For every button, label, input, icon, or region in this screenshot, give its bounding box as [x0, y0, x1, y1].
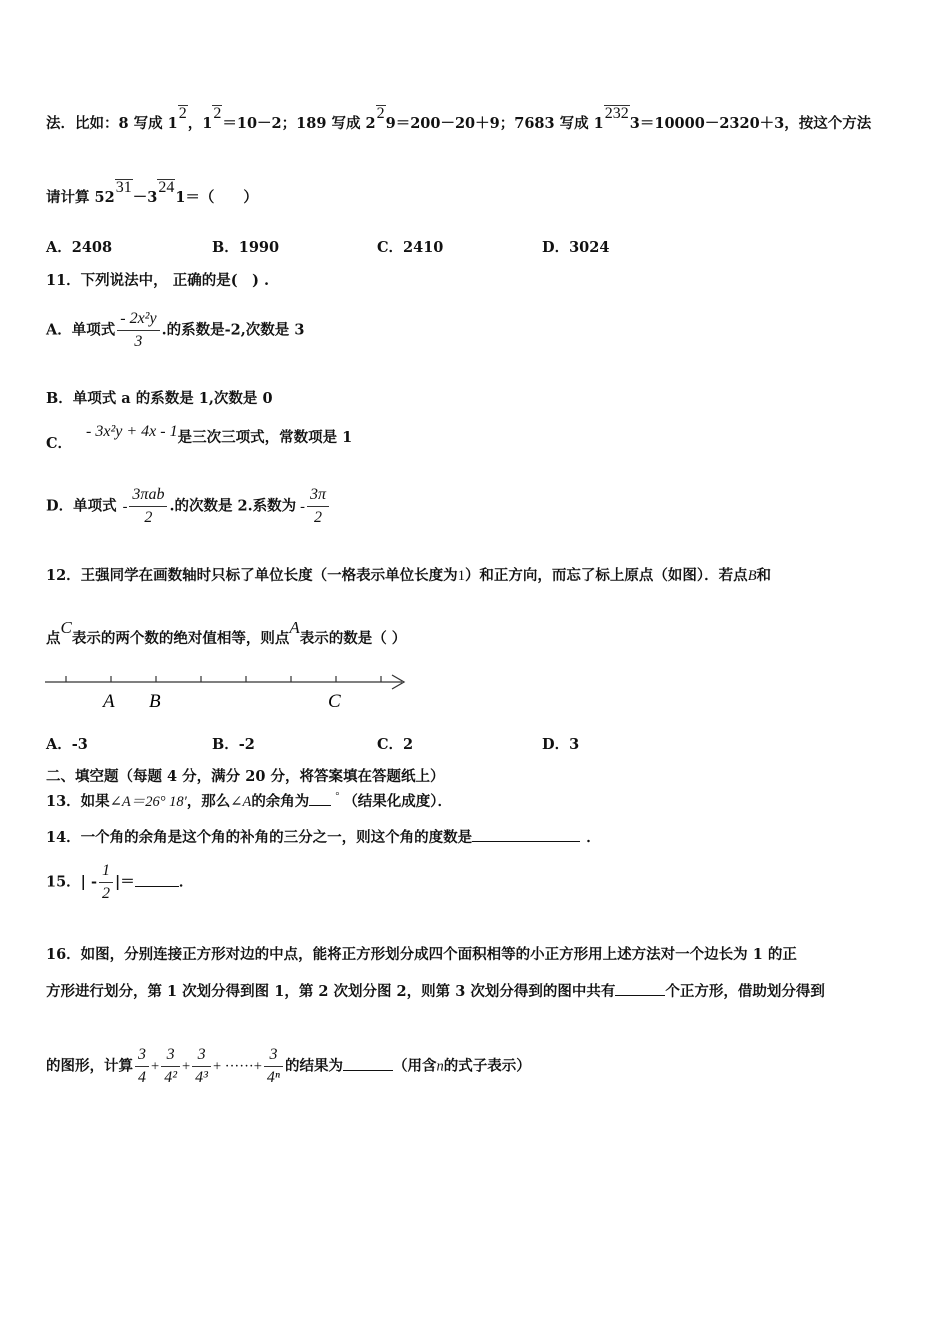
q11-stem: 11．下列说法中， 正确的是( ) . — [46, 272, 270, 289]
q12-option-b: B．-2 — [212, 736, 255, 753]
q10-option-c: C．2410 — [377, 239, 444, 256]
q11-option-d: D．单项式 - $\frac{\text{3πab}}{2}$ .的次数是 2.系数为 - $\frac{3\pi}{2}$ — [46, 484, 331, 529]
answer-blank[interactable] — [309, 805, 331, 806]
section-heading: 二、填空题（每题 4 分，满分 20 分，将答案填在答题纸上） — [46, 768, 445, 785]
q12-option-c: C．2 — [377, 736, 414, 753]
q14: 14．一个角的余角是这个角的补角的三分之一，则这个角的度数是 ． — [46, 829, 601, 846]
q10-line2: 请计算 5231－3241＝（ ） — [46, 179, 258, 206]
overline-digit: 24 — [158, 179, 175, 196]
q11-option-b: B．单项式 a 的系数是 1,次数是 0 — [46, 390, 273, 407]
q11-option-a: A．单项式 $\frac{\text{- 2x²y}}{3}$ .的系数是-2,次数是 3 — [46, 308, 304, 353]
q12-option-a: A．-3 — [46, 736, 88, 753]
overline-digit: 2 — [376, 105, 385, 122]
fraction: $\frac{3}{\text{4ⁿ}}$ — [264, 1044, 283, 1089]
axis-label-b: B — [149, 691, 161, 712]
fraction: $\frac{1}{2}$ — [99, 860, 113, 905]
fraction: $\frac{3\pi}{2}$ — [307, 484, 329, 529]
q10-option-a: A．2408 — [46, 239, 113, 256]
overline-digit: 232 — [604, 105, 629, 122]
fraction: $\frac{3}{\text{4²}}$ — [161, 1044, 180, 1089]
q10-option-b: B．1990 — [212, 239, 280, 256]
fraction: $\frac{\text{3πab}}{2}$ — [129, 484, 167, 529]
q13: 13．如果∠A＝26° 18′，那么∠A的余角为 ° （结果化成度）． — [46, 791, 453, 810]
answer-blank[interactable] — [615, 995, 665, 996]
fraction: $\frac{3}{4}$ — [135, 1044, 149, 1089]
q10-line1: 法．比如：8 写成 12，12＝10－2；189 写成 229＝200－20＋9；7683 写成 12323＝10000－2320＋3，按这个方法 — [46, 105, 872, 132]
overline-digit: 2 — [213, 105, 222, 122]
q15: 15．| - $\frac{1}{2}$ |＝ ． — [46, 860, 193, 905]
q12-line1: 12．王强同学在画数轴时只标了单位长度（一格表示单位长度为1）和正方向，而忘了标上原点（如图）．若点B和 — [46, 567, 772, 584]
q10-option-d: D．3024 — [542, 239, 610, 256]
q16-line3: 的图形，计算 $\frac{3}{4}$ + $\frac{3}{\text{4²}}$ + $\frac{3}{\text{4³}}$ + ······+ $\frac{3}{\text{4ⁿ}}$ 的结果为 （用含n的式子表示） — [46, 1044, 531, 1089]
fraction: $\frac{\text{- 2x²y}}{3}$ — [117, 308, 159, 353]
answer-blank[interactable] — [135, 886, 179, 887]
answer-blank[interactable] — [472, 841, 580, 842]
q12-option-d: D．3 — [542, 736, 580, 753]
answer-blank[interactable] — [343, 1070, 393, 1071]
q16-line1: 16．如图，分别连接正方形对边的中点，能将正方形划分成四个面积相等的小正方形用上述方法对一个边长为 1 的正 — [46, 946, 797, 963]
overline-digit: 2 — [178, 105, 187, 122]
axis-label-a: A — [103, 691, 115, 712]
axis-label-c: C — [328, 691, 341, 712]
q12-line2: 点C表示的两个数的绝对值相等，则点A表示的数是（ ） — [46, 618, 407, 647]
fraction: $\frac{3}{\text{4³}}$ — [192, 1044, 211, 1089]
number-line-figure — [40, 668, 420, 716]
q16-line2: 方形进行划分，第 1 次划分得到图 1，第 2 次划分图 2，则第 3 次划分得到的图中共有 个正方形，借助划分得到 — [46, 983, 825, 1000]
overline-digit: 31 — [115, 179, 132, 196]
q11-option-c: C．- 3x²y + 4x - 1是三次三项式，常数项是 1 — [46, 423, 353, 452]
